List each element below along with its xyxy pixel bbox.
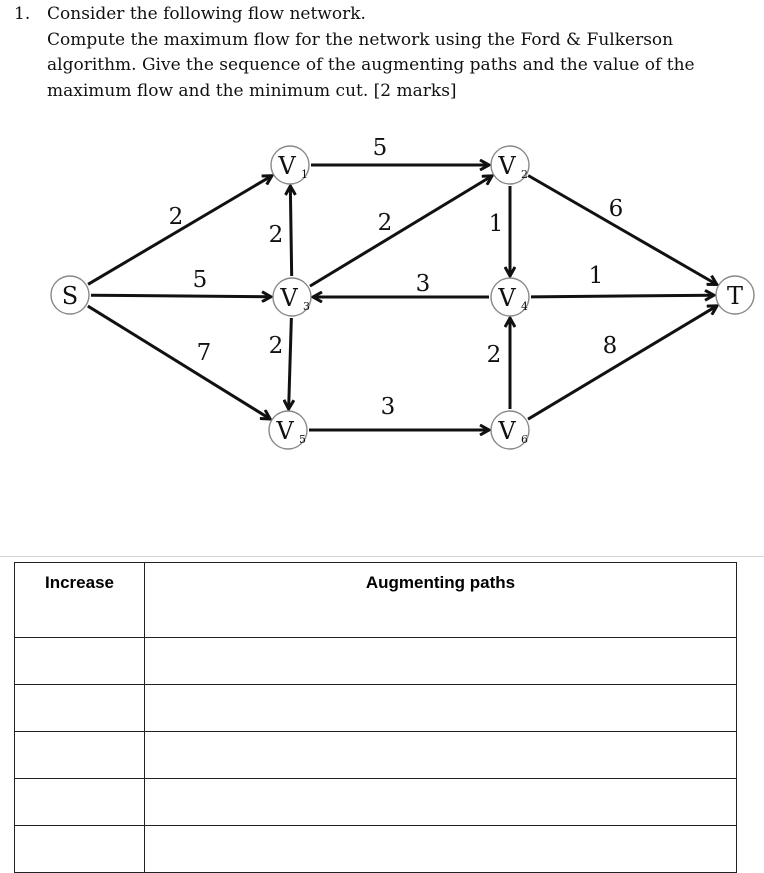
question-text xyxy=(47,2,747,104)
node-subscript: 5 xyxy=(299,433,306,446)
edge-v3-v5 xyxy=(289,318,292,408)
node-v5 xyxy=(269,411,307,449)
increase-cell[interactable] xyxy=(15,732,145,779)
node-subscript: 4 xyxy=(521,300,528,313)
augmenting-paths-header: Augmenting paths xyxy=(145,563,737,638)
path-cell[interactable] xyxy=(145,779,737,826)
flow-network-diagram xyxy=(0,115,764,455)
question-line: maximum flow and the minimum cut. [2 marks] xyxy=(47,80,457,101)
edge-s-v5 xyxy=(88,306,269,418)
node-t xyxy=(716,276,754,314)
edge-capacity-label: 1 xyxy=(588,263,604,289)
edge-capacity-label: 1 xyxy=(488,211,504,237)
table-row xyxy=(15,779,737,826)
node-label: S xyxy=(61,282,79,310)
node-v2 xyxy=(491,146,529,184)
table-header-row xyxy=(15,563,737,638)
path-cell[interactable] xyxy=(145,638,737,685)
path-cell[interactable] xyxy=(145,685,737,732)
edge-capacity-label: 2 xyxy=(377,210,393,236)
table-row xyxy=(15,685,737,732)
node-v6 xyxy=(491,411,529,449)
node-label: V xyxy=(498,417,516,445)
node-label: V xyxy=(498,284,516,312)
edge-v2-t xyxy=(528,176,716,284)
question-line: Consider the following flow network. xyxy=(47,4,366,24)
edge-capacity-label: 6 xyxy=(608,196,624,222)
increase-cell[interactable] xyxy=(15,826,145,873)
table-row xyxy=(15,732,737,779)
edge-capacity-label: 8 xyxy=(602,333,618,359)
edge-capacity-label: 3 xyxy=(380,394,396,420)
edge-capacity-label: 5 xyxy=(372,135,388,161)
node-v4 xyxy=(491,278,529,316)
node-label: V xyxy=(278,152,296,180)
node-subscript: 6 xyxy=(521,433,528,446)
question-line: Compute the maximum flow for the network using the Ford & Fulkerson xyxy=(47,29,674,50)
increase-cell[interactable] xyxy=(15,638,145,685)
edge-s-v1 xyxy=(88,176,271,284)
question-line: algorithm. Give the sequence of the augmenting paths and the value of the xyxy=(47,55,695,75)
edge-capacity-label: 2 xyxy=(268,333,284,359)
table-row xyxy=(15,638,737,685)
node-v1 xyxy=(271,146,309,184)
augmenting-paths-table xyxy=(14,562,737,873)
path-cell[interactable] xyxy=(145,826,737,873)
edge-v6-t xyxy=(528,306,716,419)
edge-v4-t xyxy=(531,295,713,297)
node-label: V xyxy=(498,152,516,180)
edge-v3-v2 xyxy=(310,176,491,286)
node-label: V xyxy=(276,417,294,445)
increase-header: Increase xyxy=(15,563,145,638)
path-cell[interactable] xyxy=(145,732,737,779)
edge-capacity-label: 7 xyxy=(196,340,212,366)
increase-cell[interactable] xyxy=(15,779,145,826)
node-label: T xyxy=(726,282,744,310)
table-row xyxy=(15,826,737,873)
increase-cell[interactable] xyxy=(15,685,145,732)
edge-capacity-label: 2 xyxy=(268,222,284,248)
section-divider xyxy=(0,556,764,557)
edge-s-v3 xyxy=(91,295,270,297)
node-subscript: 2 xyxy=(521,168,528,181)
edge-capacity-label: 2 xyxy=(486,342,502,368)
edge-capacity-label: 3 xyxy=(415,271,431,297)
node-s xyxy=(51,276,89,314)
node-label: V xyxy=(280,284,298,312)
question-number: 1. xyxy=(14,4,31,24)
edge-capacity-label: 2 xyxy=(168,204,184,230)
edge-v3-v1 xyxy=(290,187,291,276)
edge-capacity-label: 5 xyxy=(192,267,208,293)
node-v3 xyxy=(273,278,311,316)
node-subscript: 3 xyxy=(303,300,310,313)
node-subscript: 1 xyxy=(301,168,308,181)
